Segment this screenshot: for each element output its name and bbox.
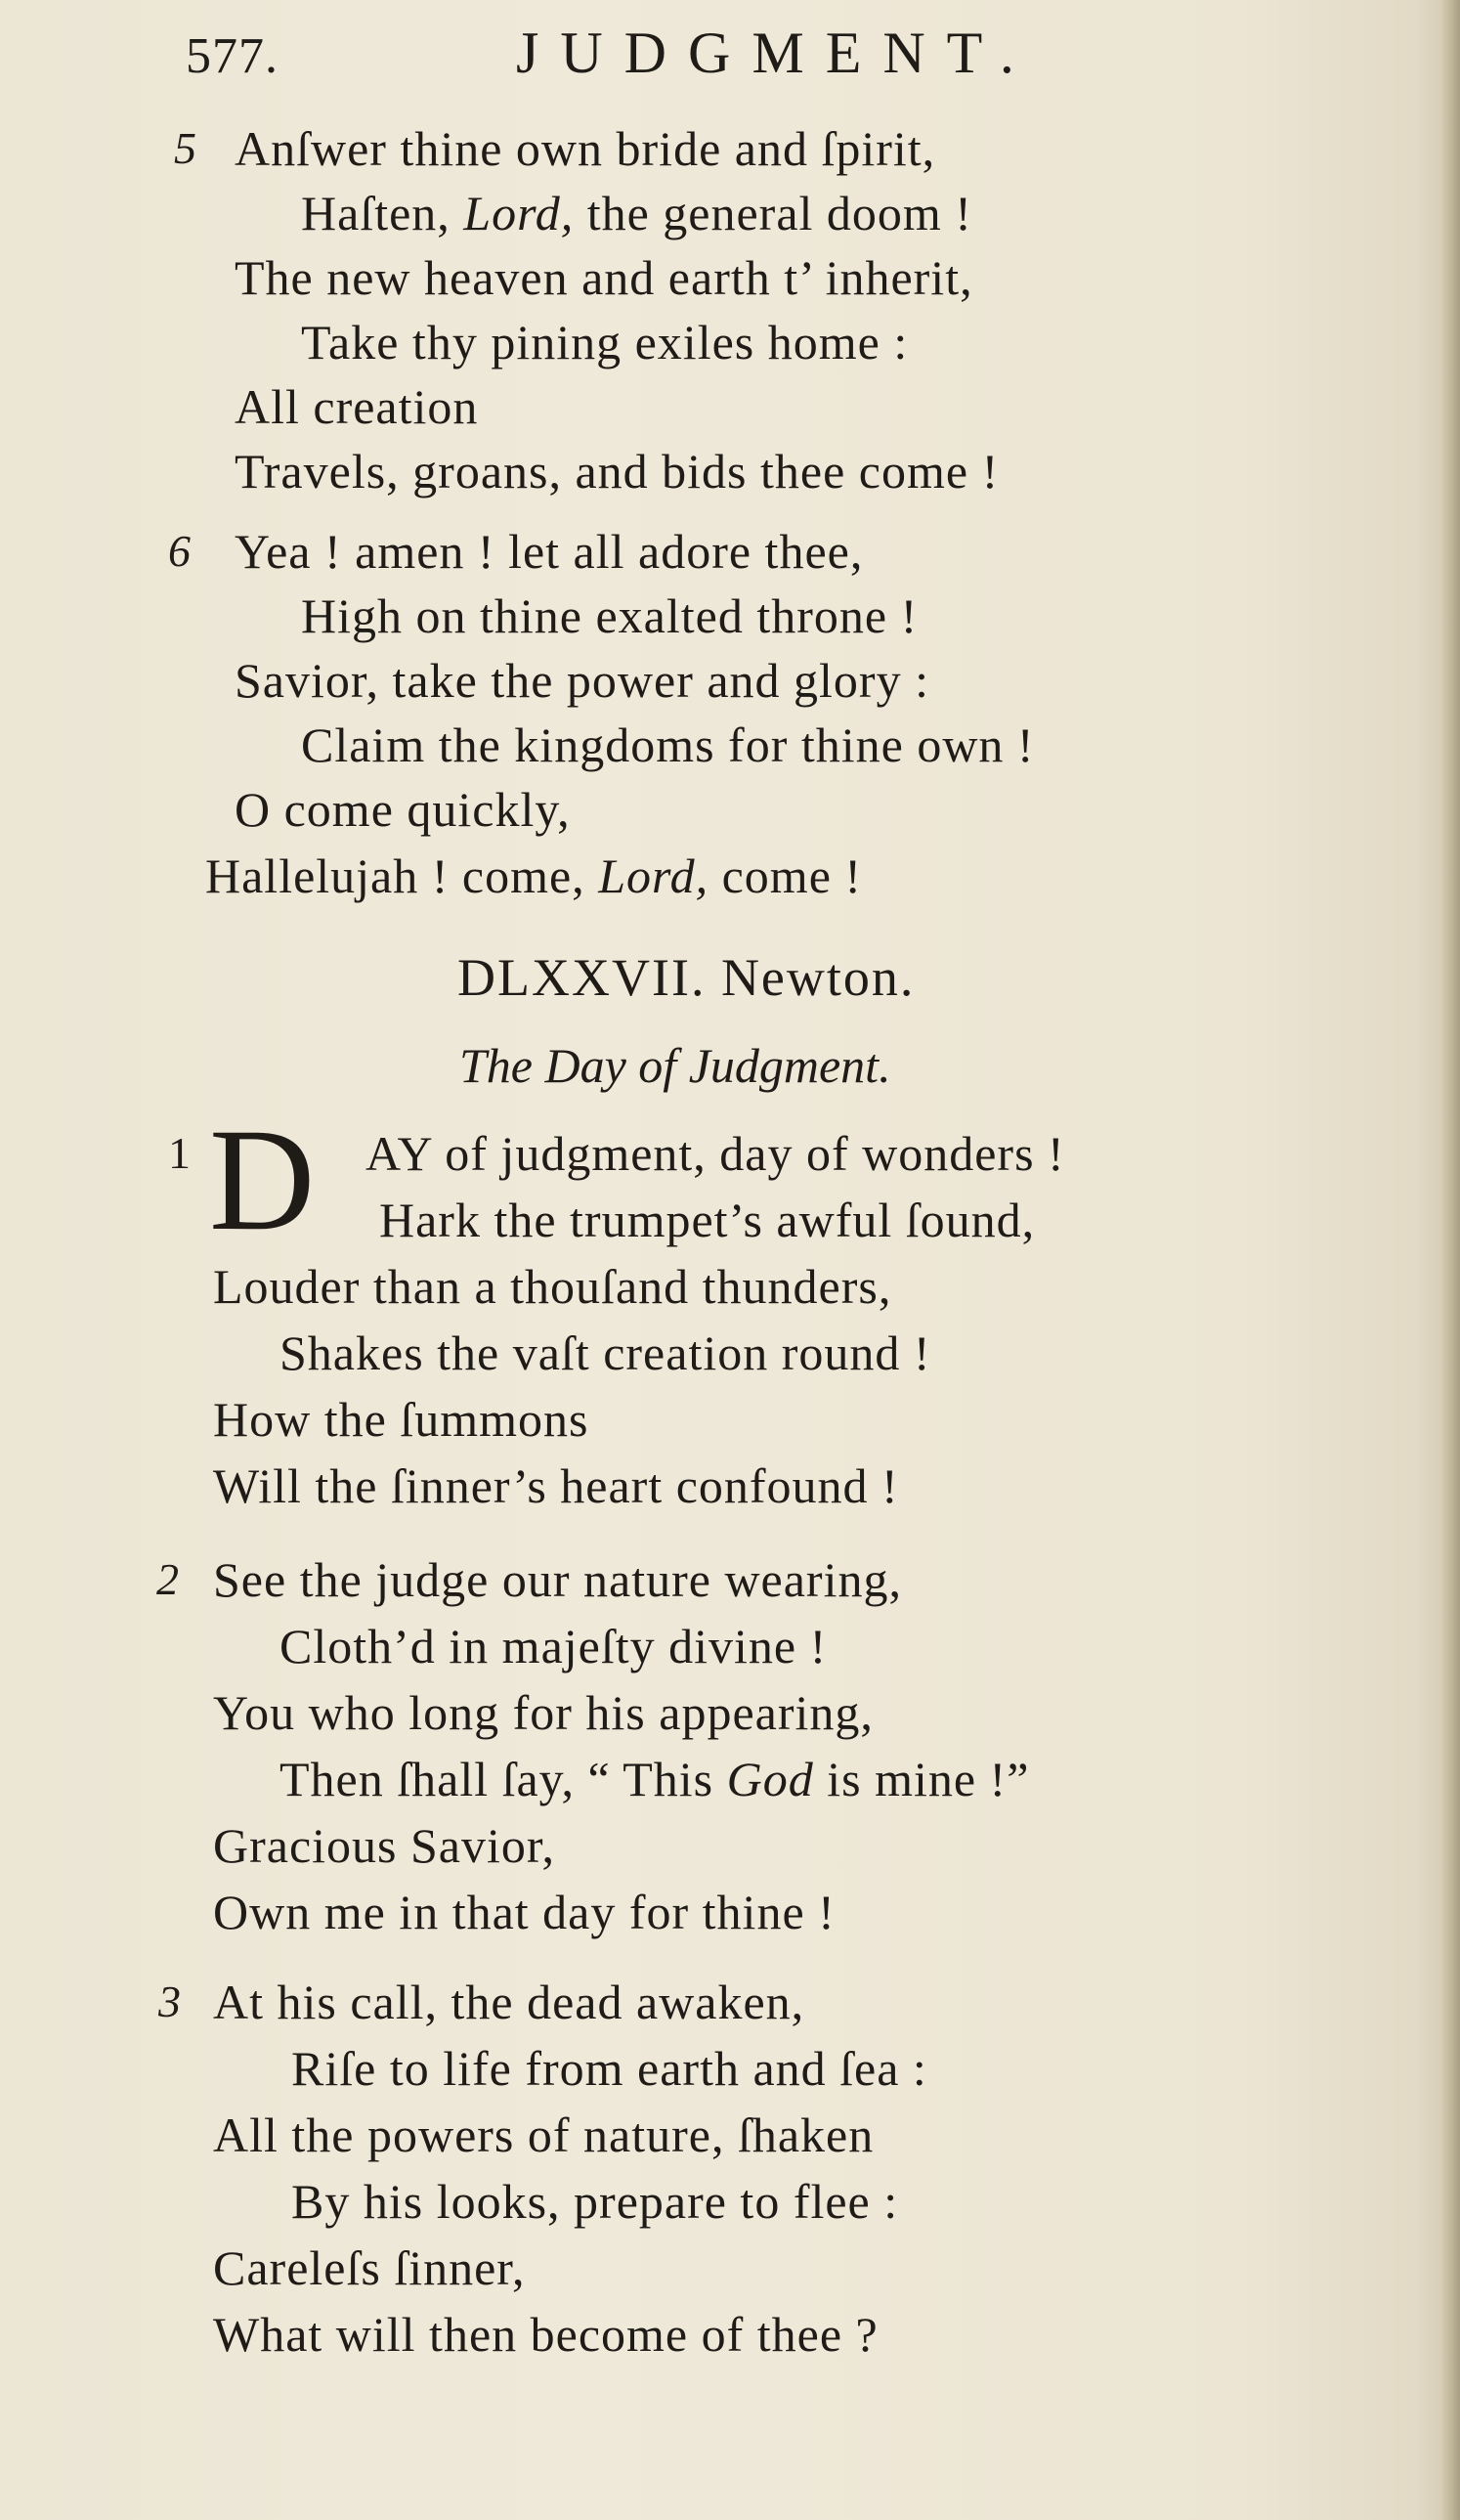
verse-line: By his looks, prepare to flee : [291,2174,899,2229]
running-title: JUDGMENT. [516,21,1036,85]
verse-line: See the judge our nature wearing, [213,1552,902,1607]
verse-line: Louder than a thouſand thunders, [213,1259,892,1314]
stanza-number: 6 [168,526,191,576]
verse-line: Then ſhall ſay, “ This God is mine !” [279,1752,1030,1806]
hymn-subtitle: The Day of Judgment. [459,1038,891,1093]
page-edge-shadow [1440,0,1460,2520]
verse-line: O come quickly, [235,782,571,837]
verse-line: Savior, take the power and glory : [235,653,929,708]
verse-line: Hallelujah ! come, Lord, come ! [205,848,863,903]
stanza-number: 3 [158,1977,181,2026]
drop-cap: D [209,1099,316,1261]
verse-line: Travels, groans, and bids thee come ! [235,444,1000,499]
verse-line: Cloth’d in majeſty divine ! [279,1619,828,1673]
verse-line: Careleſs ſinner, [213,2240,526,2295]
verse-line: Riſe to life from earth and ſea : [291,2041,927,2096]
verse-line: Yea ! amen ! let all adore thee, [235,524,864,579]
verse-line: High on thine exalted throne ! [301,588,919,643]
verse-line: Own me in that day for thine ! [213,1885,836,1939]
stanza-number: 2 [156,1554,179,1604]
verse-line: All the powers of nature, ſhaken [213,2107,875,2162]
verse-line: You who long for his appearing, [213,1685,874,1740]
verse-line: Will the ſinner’s heart confound ! [213,1458,899,1513]
verse-line: At his call, the dead awaken, [213,1975,805,2029]
verse-line: Take thy pining exiles home : [301,315,909,369]
verse-line: Shakes the vaſt creation round ! [279,1325,931,1380]
verse-line: All creation [235,379,479,434]
verse-line: What will then become of thee ? [213,2307,879,2362]
verse-line: Hark the trumpet’s awful ſound, [379,1193,1036,1247]
stanza-number: 5 [174,123,196,173]
verse-line: How the ſummons [213,1392,589,1447]
verse-line: Haſten, Lord, the general doom ! [301,186,972,240]
stanza-number: 1 [168,1128,191,1178]
verse-line: AY of judgment, day of wonders ! [365,1126,1065,1181]
verse-line: Anſwer thine own bride and ſpirit, [235,121,936,176]
verse-line: Gracious Savior, [213,1818,556,1873]
verse-line: The new heaven and earth t’ inherit, [235,250,973,305]
page-number: 577. [186,28,279,84]
hymn-title: DLXXVII. Newton. [457,948,916,1007]
verse-line: Claim the kingdoms for thine own ! [301,717,1035,772]
